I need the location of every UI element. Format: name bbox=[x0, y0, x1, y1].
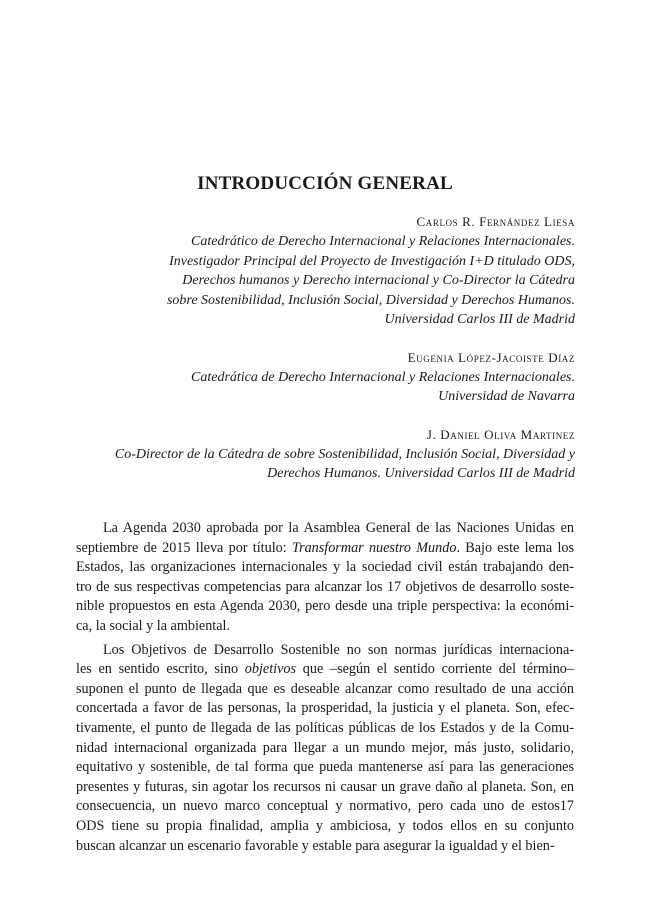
text-line: ca, la social y la ambiental. bbox=[76, 617, 231, 634]
paragraph bbox=[76, 641, 574, 857]
author-entry bbox=[55, 425, 575, 484]
author-affiliation-line: Universidad Carlos III de Madrid bbox=[384, 312, 575, 327]
text-line: les en sentido escrito, sino objetivos que –según el sentido corriente del término– bbox=[76, 661, 574, 678]
paragraph bbox=[76, 519, 574, 637]
text-line: suponen el punto de llegada que es deseable alcanzar como resultado de una acción bbox=[76, 680, 574, 697]
author-affiliation-line: Catedrática de Derecho Internacional y Relaciones Internacionales. bbox=[191, 369, 575, 385]
author-entry bbox=[55, 348, 575, 407]
text-line: tivamente, el punto de llegada de las políticas públicas de los Estados y de la Comu- bbox=[76, 719, 574, 736]
author-affiliation-line: Derechos Humanos. Universidad Carlos III de Madrid bbox=[267, 466, 575, 481]
text-line: nidad internacional organizada para llegar a un mundo mejor, más justo, solidario, bbox=[76, 739, 574, 756]
author-affiliation-line: Universidad de Navarra bbox=[438, 389, 575, 404]
body-text bbox=[76, 519, 574, 860]
text-line: septiembre de 2015 lleva por título: Transformar nuestro Mundo. Bajo este lema los bbox=[76, 539, 574, 556]
text-line: nible propuestos en esta Agenda 2030, pero desde una triple perspectiva: la económi- bbox=[76, 598, 574, 615]
text-line: Los Objetivos de Desarrollo Sostenible no son normas jurídicas internaciona- bbox=[103, 641, 574, 658]
text-line: La Agenda 2030 aprobada por la Asamblea General de las Naciones Unidas en bbox=[103, 520, 574, 536]
text-line: Estados, las organizaciones internacionales y la sociedad civil están trabajando den- bbox=[76, 559, 574, 576]
author-name: J. Daniel Oliva Martinez bbox=[426, 426, 575, 442]
authors-block bbox=[55, 212, 575, 502]
author-affiliation-line: Co-Director de la Cátedra de sobre Sostenibilidad, Inclusión Social, Diversidad y bbox=[114, 446, 575, 462]
author-entry bbox=[55, 212, 575, 330]
text-line: buscan alcanzar un escenario favorable y estable para asegurar la igualdad y el bien- bbox=[76, 837, 555, 854]
author-name: Eugenia López-Jacoiste Díaz bbox=[407, 349, 575, 365]
text-line: consecuencia, un nuevo marco conceptual y normativo, pero cada uno de estos17 bbox=[76, 798, 574, 815]
author-affiliation-line: Investigador Principal del Proyecto de Investigación I+D titulado ODS, bbox=[169, 253, 575, 269]
author-affiliation-line: Catedrático de Derecho Internacional y Relaciones Internacionales. bbox=[191, 234, 575, 249]
text-line: concertada a favor de las personas, la prosperidad, la justicia y el planeta. Son, efec- bbox=[76, 700, 574, 717]
text-line: ODS tiene su propia finalidad, amplia y ambiciosa, y todos ellos en su conjunto bbox=[76, 817, 574, 834]
text-line: equitativo y sostenible, de tal forma que pueda mantenerse así para las generaciones bbox=[76, 759, 574, 776]
page-title: INTRODUCCIÓN GENERAL bbox=[197, 172, 453, 194]
author-affiliation-line: sobre Sostenibilidad, Inclusión Social, Diversidad y Derechos Humanos. bbox=[166, 292, 575, 308]
author-name: Carlos R. Fernández Liesa bbox=[416, 214, 575, 229]
author-affiliation-line: Derechos humanos y Derecho internacional y Co-Director la Cátedra bbox=[182, 273, 575, 288]
text-line: presentes y futuras, sin agotar los recursos ni causar un grave daño al planeta. Son, en bbox=[76, 778, 574, 795]
text-line: tro de sus respectivas competencias para alcanzar los 17 objetivos de desarrollo soste- bbox=[76, 578, 574, 595]
